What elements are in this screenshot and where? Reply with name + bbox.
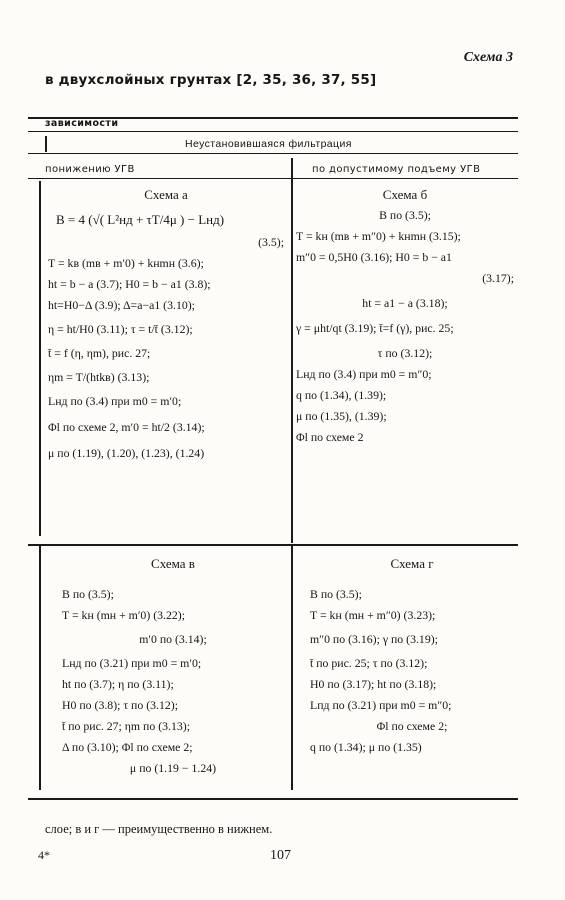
cell-a-main-formula: B = 4 (√( L²нд + τT/4μ ) − Lнд) bbox=[56, 212, 225, 227]
cell-b-line: μ по (1.35), (1.39); bbox=[296, 409, 387, 423]
signature-mark: 4* bbox=[38, 848, 50, 862]
cell-b-line: m″0 = 0,5H0 (3.16); H0 = b − a1 bbox=[296, 250, 452, 264]
cell-b-line: ht = a1 − a (3.18); bbox=[362, 296, 448, 310]
cell-g-line: m″0 по (3.16); γ по (3.19); bbox=[310, 632, 438, 646]
cell-a-line: ht=H0−Δ (3.9); Δ=a−a1 (3.10); bbox=[48, 298, 195, 312]
cell-g-line: T = kн (mн + m″0) (3.23); bbox=[310, 608, 436, 622]
cell-b-line: τ по (3.12); bbox=[377, 346, 433, 360]
cell-schema-b bbox=[296, 184, 514, 448]
cell-v-line: B по (3.5); bbox=[62, 587, 114, 601]
left-border-bottom bbox=[39, 546, 41, 790]
page-number: 107 bbox=[270, 848, 291, 863]
row-divider bbox=[28, 544, 518, 546]
group-left-tick bbox=[45, 136, 47, 152]
schema-label: Схема 3 bbox=[463, 50, 513, 65]
cell-g-line: t̄ по рис. 25; τ по (3.12); bbox=[310, 656, 428, 670]
column-header-right: по допустимому подъему УГВ bbox=[312, 164, 481, 175]
cell-a-line: (3.5); bbox=[258, 235, 284, 249]
cell-b-line: q по (1.34), (1.39); bbox=[296, 388, 387, 402]
cell-g-line: Lпд по (3.21) при m0 = m″0; bbox=[310, 698, 452, 712]
cell-v-line: ht по (3.7); η по (3.11); bbox=[62, 677, 174, 691]
cell-b-line: (3.17); bbox=[482, 271, 514, 285]
page-heading: в двухслойных грунтах [2, 35, 36, 37, 55] bbox=[45, 72, 377, 88]
cell-v-line: Δ по (3.10); Φl по схеме 2; bbox=[62, 740, 193, 754]
table-bottom-rule bbox=[28, 798, 518, 800]
cell-a-line: Lнд по (3.4) при m0 = m′0; bbox=[48, 394, 182, 408]
group-rule bbox=[28, 153, 518, 154]
cell-b-line: T = kн (mв + m″0) + kнmн (3.15); bbox=[296, 229, 461, 243]
cell-a-line: Φl по схеме 2, m′0 = ht/2 (3.14); bbox=[48, 420, 205, 434]
cell-schema-g bbox=[310, 553, 514, 758]
cell-v-line: m′0 по (3.14); bbox=[139, 632, 207, 646]
left-border bbox=[39, 181, 41, 536]
group-header: Неустановившаяся фильтрация bbox=[185, 138, 352, 150]
cell-v-title: Схема в bbox=[151, 556, 195, 571]
center-divider-top bbox=[291, 158, 293, 543]
cell-g-line: H0 по (3.17); ht по (3.18); bbox=[310, 677, 437, 691]
center-divider-bottom bbox=[291, 546, 293, 790]
cell-g-title: Схема г bbox=[390, 556, 434, 571]
cell-a-line: η = ht/H0 (3.11); τ = t/t̄ (3.12); bbox=[48, 322, 193, 336]
cell-schema-v bbox=[62, 553, 284, 779]
cell-b-line: Φl по схеме 2 bbox=[296, 430, 364, 444]
cell-v-line: μ по (1.19 − 1.24) bbox=[129, 761, 217, 775]
cell-a-line: T = kв (mв + m′0) + kнmн (3.6); bbox=[48, 256, 204, 270]
cell-a-line: t̄ = f (η, ηm), рис. 27; bbox=[48, 346, 151, 360]
column-header-rule bbox=[28, 178, 518, 179]
cell-schema-a bbox=[48, 184, 284, 464]
caption-rule bbox=[28, 131, 518, 132]
table-top-caption: зависимости bbox=[45, 118, 119, 129]
cell-b-title: Схема б bbox=[382, 187, 428, 202]
cell-g-line: q по (1.34); μ по (1.35) bbox=[310, 740, 422, 754]
column-header-left: понижению УГВ bbox=[45, 164, 135, 175]
cell-a-title: Схема а bbox=[144, 187, 188, 202]
cell-b-line: Lнд по (3.4) при m0 = m″0; bbox=[296, 367, 432, 381]
cell-b-line: B по (3.5); bbox=[379, 208, 431, 222]
cell-b-line: γ = μht/qt (3.19); t̄=f (γ), рис. 25; bbox=[296, 321, 454, 335]
cell-a-line: μ по (1.19), (1.20), (1.23), (1.24) bbox=[48, 446, 205, 460]
cell-v-line: t̄ по рис. 27; ηm по (3.13); bbox=[62, 719, 190, 733]
footer-note: слое; в и г — преимущественно в нижнем. bbox=[45, 822, 273, 836]
cell-v-line: Lнд по (3.21) при m0 = m′0; bbox=[62, 656, 202, 670]
cell-v-line: H0 по (3.8); τ по (3.12); bbox=[62, 698, 178, 712]
cell-g-line: Φl по схеме 2; bbox=[376, 719, 448, 733]
cell-a-line: ht = b − a (3.7); H0 = b − a1 (3.8); bbox=[48, 277, 211, 291]
cell-v-line: T = kн (mн + m′0) (3.22); bbox=[62, 608, 185, 622]
cell-a-line: ηm = T/(htkв) (3.13); bbox=[48, 370, 150, 384]
cell-g-line: B по (3.5); bbox=[310, 587, 362, 601]
